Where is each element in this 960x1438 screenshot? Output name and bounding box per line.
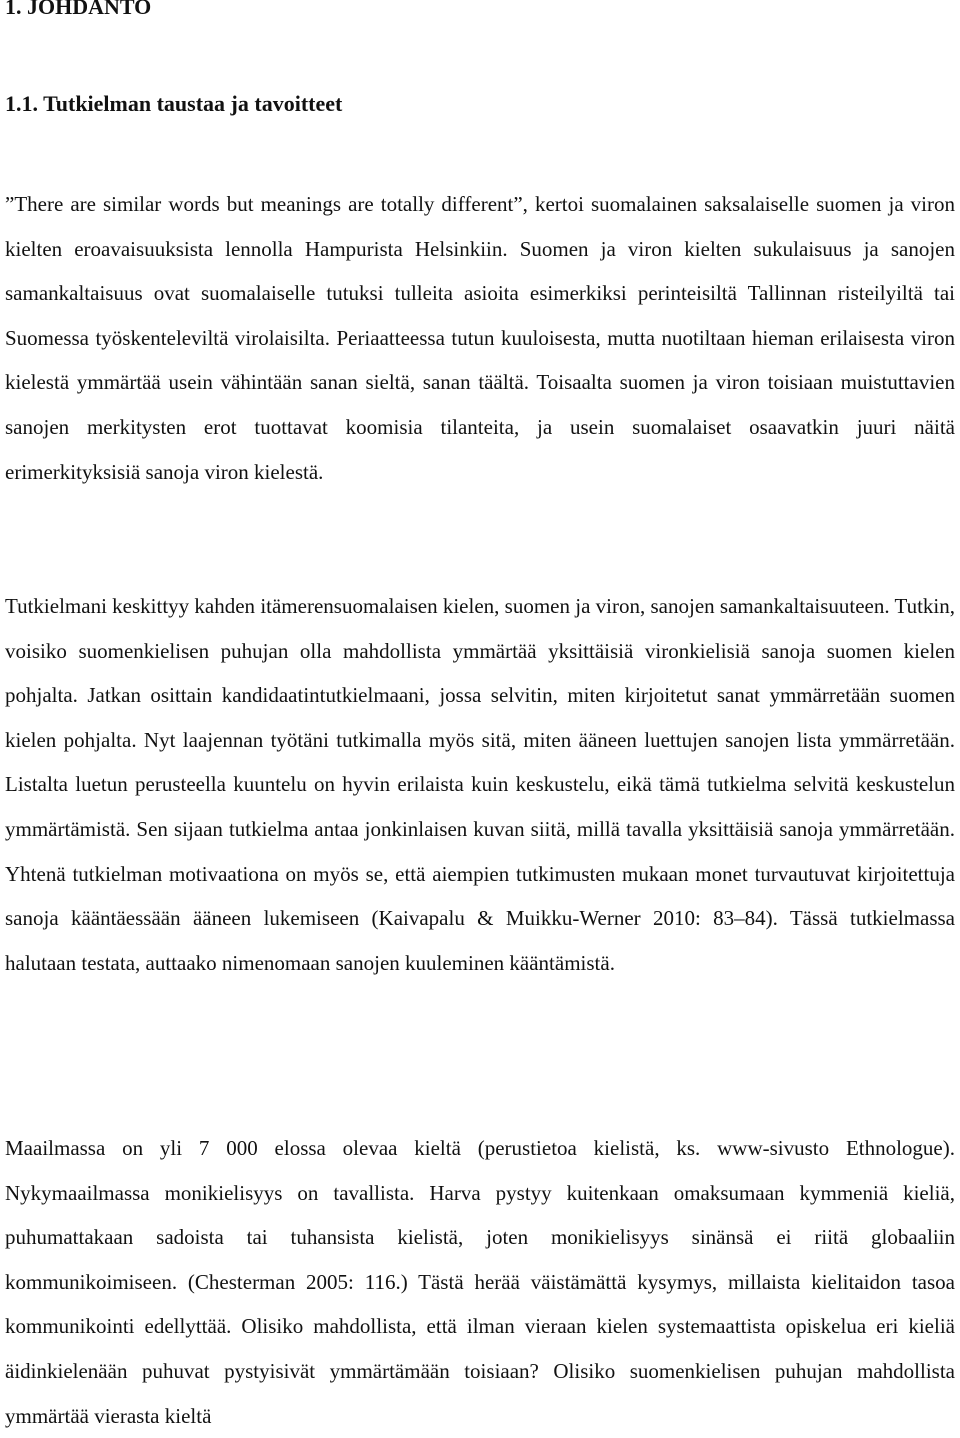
paragraph-2: Tutkielmani keskittyy kahden itämerensuomalaisen kielen, suomen ja viron, sanojen samankaltaisuuteen. Tutkin, voisiko suomenkielisen puhujan olla mahdollista ymmärtää yksittäisiä vironkielisiä sanoja suomen kielen pohjalta. Jatkan osittain kandidaatintutkielmaani, jossa selvitin, miten kirjoitetut sanat ymmärretään suomen kielen pohjalta. Nyt laajennan työtäni tutkimalla myös sitä, miten ääneen luettujen sanojen lista ymmärretään. Listalta luetun perusteella kuuntelu on hyvin erilaista kuin keskustelu, eikä tämä tutkielma selvitä keskustelun ymmärtämistä. Sen sijaan tutkielma antaa jonkinlaisen kuvan siitä, millä tavalla yksittäisiä sanoja ymmärretään. Yhtenä tutkielman motivaationa on myös se, että aiempien tutkimusten mukaan monet turvautuvat kirjoitettuja sanoja kääntäessään ääneen lukemiseen (Kaivapalu & Muikku-Werner 2010: 83–84). Tässä tutkielmassa halutaan testata, auttaako nimenomaan sanojen kuuleminen kääntämistä.	[5, 594, 955, 975]
paragraph-1: ”There are similar words but meanings are totally different”, kertoi suomalainen saksalaiselle suomen ja viron kielten eroavaisuuksista lennolla Hampurista Helsinkiin. Suomen ja viron kielten sukulaisuus ja sanojen samankaltaisuus ovat suomalaiselle tutuksi tulleita asioita esimerkiksi perinteisiltä Tallinnan risteilyiltä tai Suomessa työskenteleviltä virolaisilta. Periaatteessa tutun kuuloisesta, mutta nuotiltaan hieman erilaisesta viron kielestä ymmärtää usein vähintään sanan sieltä, sanan täältä. Toisaalta suomen ja viron toisiaan muistuttavien sanojen merkitysten erot tuottavat koomisia tilanteita, ja usein suomalaiset osaavatkin juuri näitä erimerkityksisiä sanoja viron kielestä.	[5, 192, 955, 484]
paragraph-3: Maailmassa on yli 7 000 elossa olevaa kieltä (perustietoa kielistä, ks. www-sivusto Ethnologue). Nykymaailmassa monikielisyys on tavallista. Harva pystyy kuitenkaan omaksumaan kymmeniä kieliä, puhumattakaan sadoista tai tuhansista kielistä, joten monikielisyys sinänsä ei riitä globaaliin kommunikoimiseen. (Chesterman 2005: 116.) Tästä herää väistämättä kysymys, millaista kielitaidon tasoa kommunikointi edellyttää. Olisiko mahdollista, että ilman vieraan kielen systemaattista opiskelua eri kieliä äidinkielenään puhuvat pystyisivät ymmärtämään toisiaan? Olisiko suomenkielisen puhujan mahdollista ymmärtää vierasta kieltä	[5, 1136, 955, 1428]
chapter-heading: 1. JOHDANTO	[5, 0, 152, 19]
section-heading: 1.1. Tutkielman taustaa ja tavoitteet	[5, 91, 343, 116]
